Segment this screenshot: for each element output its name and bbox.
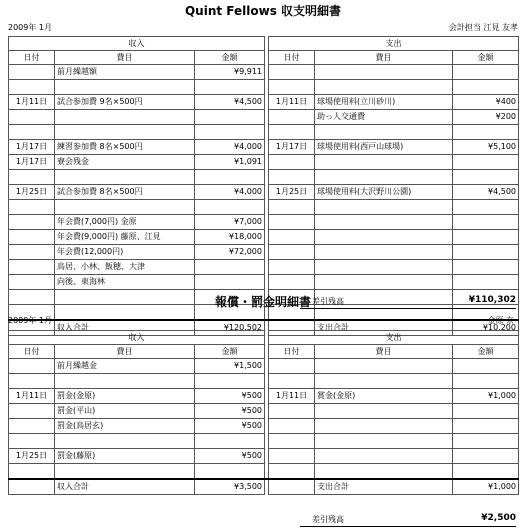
col-date: 日付 <box>9 51 55 65</box>
income-date-cell <box>9 110 55 125</box>
income-amount-cell <box>195 275 265 290</box>
col-item: 費目 <box>315 51 453 65</box>
col-date: 日付 <box>269 51 315 65</box>
income-amount-cell: ¥4,000 <box>195 140 265 155</box>
expense-total-label: 支出合計 <box>315 479 453 495</box>
income-date-cell <box>9 434 55 449</box>
table-row <box>9 230 519 245</box>
expense-item-cell: 球場使用料(西戸山球場) <box>315 140 453 155</box>
col-date: 日付 <box>269 345 315 359</box>
col-amount: 金額 <box>453 345 519 359</box>
table-row <box>9 80 519 95</box>
income-date-cell <box>9 464 55 480</box>
income-amount-cell: ¥500 <box>195 449 265 464</box>
expense-amount-cell <box>453 80 519 95</box>
expense-date-cell <box>269 245 315 260</box>
table-row <box>9 245 519 260</box>
income-item-cell: 罰金(金原) <box>55 389 195 404</box>
expense-date-cell <box>269 125 315 140</box>
expense-amount-cell <box>453 155 519 170</box>
expense-item-cell <box>315 155 453 170</box>
expense-date-cell <box>269 230 315 245</box>
expense-section-header: 支出 <box>269 37 519 51</box>
income-item-cell: 鳥居、小林、飯穂、大津 <box>55 260 195 275</box>
income-item-cell: 試合参加費 9名×500円 <box>55 95 195 110</box>
income-date-cell <box>9 374 55 389</box>
expense-item-cell <box>315 404 453 419</box>
income-date-cell: 1月25日 <box>9 185 55 200</box>
expense-item-cell: 球場使用料(大沢野川公園) <box>315 185 453 200</box>
table-row <box>9 185 519 200</box>
expense-date-cell <box>269 215 315 230</box>
expense-item-cell: 賞金(金原) <box>315 389 453 404</box>
expense-date-cell <box>269 419 315 434</box>
expense-date-cell <box>269 449 315 464</box>
ledger1-title: Quint Fellows 収支明細書 <box>184 4 342 18</box>
ledger1-balance-label: 差引残高 <box>312 297 344 306</box>
expense-date-cell <box>269 170 315 185</box>
income-date-cell <box>9 215 55 230</box>
expense-date-cell <box>269 200 315 215</box>
table-row <box>9 434 519 449</box>
income-date-cell <box>9 200 55 215</box>
income-total: ¥3,500 <box>195 479 265 495</box>
expense-item-cell <box>315 170 453 185</box>
expense-amount-cell <box>453 449 519 464</box>
table-row <box>9 110 519 125</box>
income-amount-cell: ¥1,500 <box>195 359 265 374</box>
ledger2-balance-underline <box>300 526 516 527</box>
expense-date-cell <box>269 374 315 389</box>
col-amount: 金額 <box>195 51 265 65</box>
expense-amount-cell <box>453 434 519 449</box>
income-item-cell <box>55 170 195 185</box>
income-item-cell: 罰金(平山) <box>55 404 195 419</box>
expense-item-cell: 球場使用料(立川砂川) <box>315 95 453 110</box>
income-amount-cell: ¥9,911 <box>195 65 265 80</box>
income-amount-cell <box>195 464 265 480</box>
expense-amount-cell <box>453 215 519 230</box>
col-item: 費目 <box>55 345 195 359</box>
income-date-cell <box>9 65 55 80</box>
income-date-cell <box>9 125 55 140</box>
expense-item-cell <box>315 215 453 230</box>
income-date-cell <box>9 230 55 245</box>
income-amount-cell <box>195 110 265 125</box>
table-row <box>9 140 519 155</box>
table-row <box>9 359 519 374</box>
expense-date-cell: 1月11日 <box>269 95 315 110</box>
expense-date-cell <box>269 464 315 480</box>
expense-item-cell <box>315 359 453 374</box>
expense-amount-cell <box>453 170 519 185</box>
expense-date-cell <box>269 359 315 374</box>
income-amount-cell: ¥500 <box>195 404 265 419</box>
expense-item-cell <box>315 275 453 290</box>
expense-date-cell: 1月17日 <box>269 140 315 155</box>
income-date-cell <box>9 260 55 275</box>
table-row <box>9 275 519 290</box>
income-item-cell: 罰金(鳥居玄) <box>55 419 195 434</box>
income-date-cell <box>9 404 55 419</box>
income-item-cell <box>55 464 195 480</box>
ledger2-officer: 金原 奈 <box>487 316 514 325</box>
expense-total-label: 支出合計 <box>315 320 453 336</box>
ledger2-balance-label: 差引残高 <box>312 515 344 524</box>
income-item-cell <box>55 125 195 140</box>
income-item-cell: 前月繰越金 <box>55 359 195 374</box>
income-item-cell: 寮会残金 <box>55 155 195 170</box>
expense-item-cell <box>315 434 453 449</box>
expense-item-cell <box>315 419 453 434</box>
expense-date-cell <box>269 110 315 125</box>
expense-amount-cell <box>453 245 519 260</box>
income-amount-cell: ¥7,000 <box>195 215 265 230</box>
expense-date-cell <box>269 434 315 449</box>
income-amount-cell: ¥500 <box>195 389 265 404</box>
ledger1-date: 2009年 1月 <box>8 23 52 32</box>
ledger1-balance: ¥110,302 <box>468 295 516 305</box>
expense-item-cell <box>315 464 453 480</box>
expense-amount-cell: ¥400 <box>453 95 519 110</box>
ledger2-title: 報償・罰金明細書 <box>214 295 311 309</box>
income-item-cell: 試合参加費 8名×500円 <box>55 185 195 200</box>
table-row <box>9 125 519 140</box>
income-date-cell: 1月11日 <box>9 389 55 404</box>
income-amount-cell <box>195 200 265 215</box>
income-item-cell: 罰金(藤原) <box>55 449 195 464</box>
table-row <box>9 449 519 464</box>
expense-amount-cell <box>453 65 519 80</box>
expense-item-cell <box>315 245 453 260</box>
expense-item-cell <box>315 200 453 215</box>
expense-date-cell <box>269 80 315 95</box>
income-date-cell: 1月17日 <box>9 155 55 170</box>
table-row <box>9 95 519 110</box>
income-section-header: 収入 <box>9 331 265 345</box>
table-row <box>9 260 519 275</box>
table-row <box>9 215 519 230</box>
table-row <box>9 65 519 80</box>
income-amount-cell: ¥500 <box>195 419 265 434</box>
income-amount-cell <box>195 125 265 140</box>
expense-date-cell <box>269 275 315 290</box>
expense-date-cell: 1月11日 <box>269 389 315 404</box>
expense-item-cell <box>315 449 453 464</box>
ledger2-table <box>8 330 519 495</box>
expense-date-cell <box>269 65 315 80</box>
table-row <box>9 155 519 170</box>
income-amount-cell: ¥4,500 <box>195 95 265 110</box>
income-amount-cell: ¥72,000 <box>195 245 265 260</box>
table-row <box>9 200 519 215</box>
income-item-cell: 前月繰越額 <box>55 65 195 80</box>
expense-total: ¥1,000 <box>453 479 519 495</box>
expense-date-cell <box>269 155 315 170</box>
income-date-cell <box>9 80 55 95</box>
expense-amount-cell <box>453 125 519 140</box>
expense-item-cell <box>315 374 453 389</box>
expense-amount-cell: ¥5,100 <box>453 140 519 155</box>
income-amount-cell <box>195 374 265 389</box>
income-section-header: 収入 <box>9 37 265 51</box>
table-row <box>9 389 519 404</box>
expense-amount-cell <box>453 230 519 245</box>
income-item-cell <box>55 80 195 95</box>
income-date-cell: 1月11日 <box>9 95 55 110</box>
ledger2-balance: ¥2,500 <box>481 513 516 523</box>
income-date-cell <box>9 275 55 290</box>
ledger1-officer: 会計担当 江見 友孝 <box>448 23 518 32</box>
col-date: 日付 <box>9 345 55 359</box>
col-amount: 金額 <box>195 345 265 359</box>
table-row <box>9 464 519 480</box>
income-date-cell <box>9 359 55 374</box>
expense-section-header: 支出 <box>269 331 519 345</box>
income-item-cell: 練習参加費 8名×500円 <box>55 140 195 155</box>
expense-amount-cell <box>453 359 519 374</box>
expense-amount-cell <box>453 260 519 275</box>
income-date-cell: 1月25日 <box>9 449 55 464</box>
table-row <box>9 419 519 434</box>
income-date-cell <box>9 170 55 185</box>
expense-amount-cell <box>453 404 519 419</box>
expense-amount-cell <box>453 275 519 290</box>
expense-date-cell: 1月25日 <box>269 185 315 200</box>
income-amount-cell <box>195 260 265 275</box>
income-amount-cell <box>195 80 265 95</box>
income-amount-cell: ¥4,000 <box>195 185 265 200</box>
expense-total: ¥10,200 <box>453 320 519 336</box>
table-row <box>9 404 519 419</box>
income-date-cell <box>9 419 55 434</box>
expense-amount-cell: ¥200 <box>453 110 519 125</box>
income-total: ¥120,502 <box>195 320 265 336</box>
income-item-cell: 年会費(7,000円) 金原 <box>55 215 195 230</box>
expense-amount-cell <box>453 374 519 389</box>
income-total-label: 収入合計 <box>55 479 195 495</box>
expense-amount-cell: ¥1,000 <box>453 389 519 404</box>
income-item-cell <box>55 110 195 125</box>
expense-item-cell: 助っ人交通費 <box>315 110 453 125</box>
table-row <box>9 374 519 389</box>
income-date-cell <box>9 245 55 260</box>
income-item-cell <box>55 434 195 449</box>
ledger1-table <box>8 36 519 336</box>
expense-date-cell <box>269 404 315 419</box>
table-row <box>9 170 519 185</box>
income-total-label: 収入合計 <box>55 320 195 336</box>
income-amount-cell <box>195 170 265 185</box>
col-item: 費目 <box>55 51 195 65</box>
expense-item-cell <box>315 125 453 140</box>
income-item-cell: 年会費(12,000円) <box>55 245 195 260</box>
expense-amount-cell <box>453 200 519 215</box>
income-item-cell <box>55 200 195 215</box>
expense-item-cell <box>315 260 453 275</box>
income-amount-cell <box>195 434 265 449</box>
income-item-cell <box>55 374 195 389</box>
income-amount-cell: ¥1,091 <box>195 155 265 170</box>
col-amount: 金額 <box>453 51 519 65</box>
expense-amount-cell <box>453 464 519 480</box>
ledger2-date: 2009年 1月 <box>8 316 52 325</box>
expense-item-cell <box>315 65 453 80</box>
expense-item-cell <box>315 230 453 245</box>
expense-item-cell <box>315 80 453 95</box>
expense-date-cell <box>269 260 315 275</box>
income-date-cell: 1月17日 <box>9 140 55 155</box>
expense-amount-cell <box>453 419 519 434</box>
income-amount-cell: ¥18,000 <box>195 230 265 245</box>
col-item: 費目 <box>315 345 453 359</box>
income-item-cell: 年会費(9,000円) 藤原、江見 <box>55 230 195 245</box>
income-item-cell: 向後、東海林 <box>55 275 195 290</box>
expense-amount-cell: ¥4,500 <box>453 185 519 200</box>
